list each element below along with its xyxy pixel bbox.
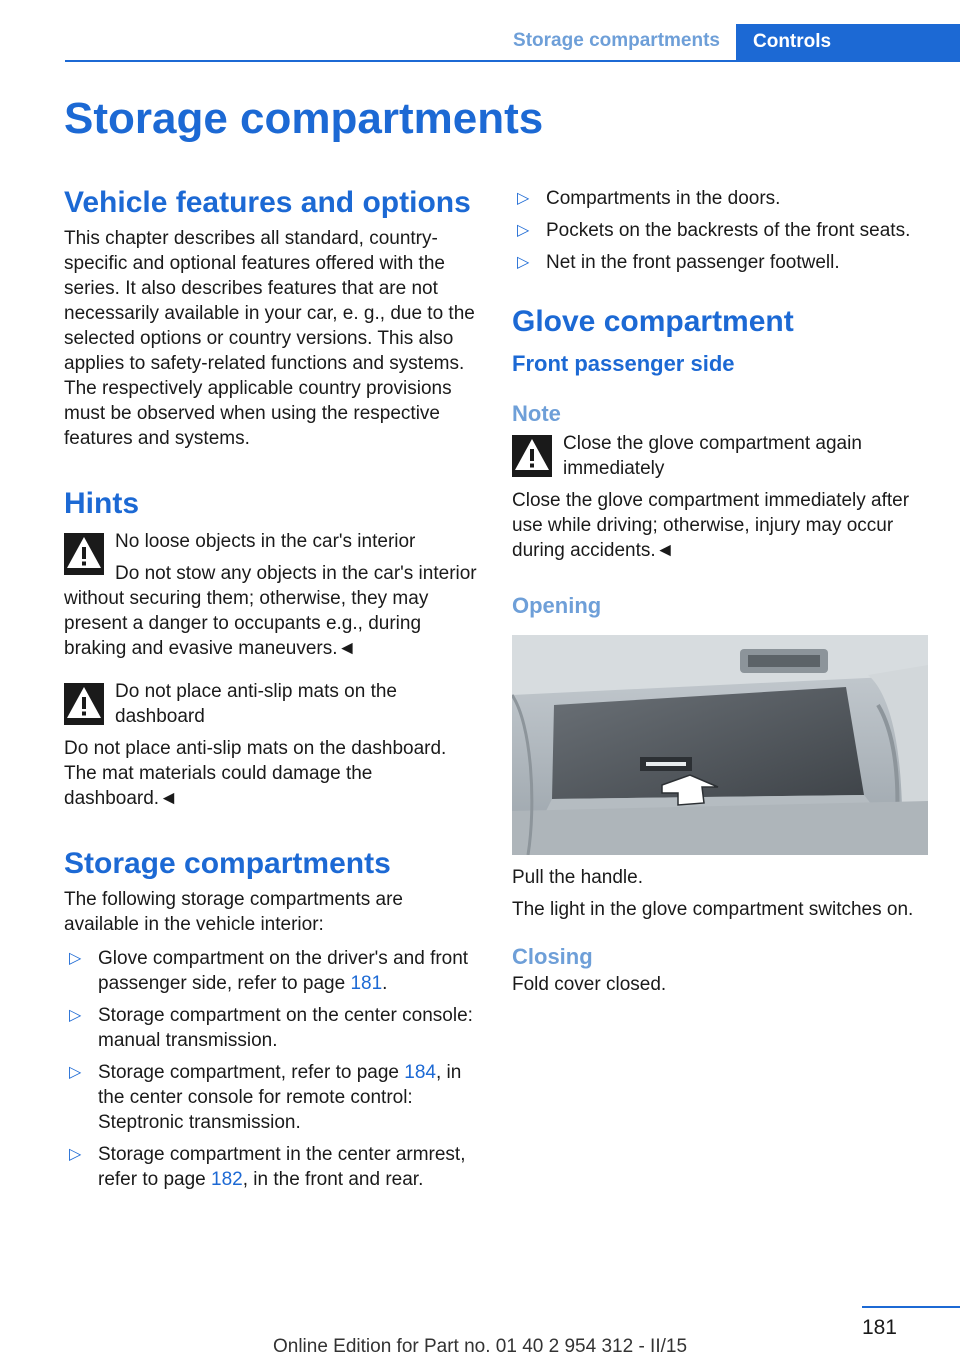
storage-list-continued bbox=[512, 186, 928, 275]
list-item: ▷ Storage compartment, refer to page 184, in the center console for remote control: Steptronic transmission. bbox=[69, 1062, 462, 1133]
left-column bbox=[64, 180, 482, 1199]
list-item: ▷ Storage compartment on the center console: manual transmission. bbox=[69, 1005, 473, 1051]
opening-text-pull: Pull the handle. bbox=[512, 867, 643, 888]
glove-compartment-photo bbox=[512, 635, 928, 855]
opening-heading: Opening bbox=[512, 593, 602, 618]
storage-intro-text: The following storage compartments are available in the vehicle interior: bbox=[64, 889, 403, 935]
glove-compartment-heading: Glove compartment bbox=[512, 305, 794, 338]
bullet-triangle-icon: ▷ bbox=[69, 1007, 82, 1024]
warning-loose-objects-title: No loose objects in the car's interior bbox=[115, 531, 416, 552]
vehicle-features-heading: Vehicle features and options bbox=[64, 186, 471, 219]
warning-anti-slip-title: Do not place anti-slip mats on the dashboard bbox=[115, 681, 397, 727]
warning-loose-objects bbox=[64, 529, 482, 554]
opening-text-light: The light in the glove compartment switches on. bbox=[512, 899, 914, 920]
hints-heading: Hints bbox=[64, 487, 139, 520]
warning-close-glove-body: Close the glove compartment immediately after use while driving; otherwise, injury may occur during accidents.◄ bbox=[512, 490, 910, 561]
closing-heading: Closing bbox=[512, 944, 593, 969]
vehicle-features-text: This chapter describes all standard, country-specific and optional features offered with the series. It also describes features that are not necessarily available in your car, e. g., due to the selected options or country versions. This also applies to safety-related functions and systems. The respectively applicable country provisions must be observed when using the respective features and systems. bbox=[64, 228, 475, 449]
bullet-triangle-icon: ▷ bbox=[517, 190, 530, 207]
right-column bbox=[512, 186, 928, 997]
warning-anti-slip-mats bbox=[64, 679, 482, 729]
list-item: ▷ Storage compartment in the center armrest, refer to page 182, in the front and rear. bbox=[69, 1144, 466, 1190]
closing-text: Fold cover closed. bbox=[512, 974, 667, 995]
list-item: ▷ Glove compartment on the driver's and front passenger side, refer to page 181. bbox=[69, 948, 469, 994]
front-passenger-side-heading: Front passenger side bbox=[512, 351, 735, 376]
note-heading: Note bbox=[512, 401, 561, 426]
storage-list bbox=[64, 946, 482, 1192]
list-item: ▷ Compartments in the doors. bbox=[517, 188, 781, 209]
header-section-title: Storage compartments bbox=[513, 30, 720, 51]
bullet-triangle-icon: ▷ bbox=[517, 222, 530, 239]
warning-triangle-icon bbox=[64, 533, 104, 575]
header-rule bbox=[65, 60, 960, 62]
bullet-triangle-icon: ▷ bbox=[69, 950, 82, 967]
page-reference-link[interactable]: 181 bbox=[350, 973, 383, 994]
footer-edition: Online Edition for Part no. 01 40 2 954 312 - II/15 bbox=[272, 1336, 688, 1357]
page-number: 181 bbox=[861, 1316, 897, 1339]
warning-triangle-icon bbox=[64, 683, 104, 725]
list-item: ▷ Net in the front passenger footwell. bbox=[517, 252, 840, 273]
page-reference-link[interactable]: 182 bbox=[211, 1169, 243, 1190]
footer-rule bbox=[862, 1306, 960, 1308]
list-item: ▷ Pockets on the backrests of the front seats. bbox=[517, 220, 911, 241]
bullet-triangle-icon: ▷ bbox=[517, 254, 530, 271]
warning-loose-objects-body: Do not stow any objects in the car's interior without securing them; otherwise, they may present a danger to occupants e.g., during braking and evasive maneuvers.◄ bbox=[64, 563, 477, 659]
storage-compartments-heading: Storage compartments bbox=[64, 847, 391, 880]
page-reference-link[interactable]: 184 bbox=[404, 1062, 436, 1083]
warning-triangle-icon bbox=[512, 435, 552, 477]
bullet-triangle-icon: ▷ bbox=[69, 1146, 82, 1163]
warning-close-glove-compartment bbox=[512, 431, 928, 481]
page-title: Storage compartments bbox=[64, 94, 544, 143]
warning-anti-slip-body: Do not place anti-slip mats on the dashboard. The mat materials could damage the dashboard.◄ bbox=[64, 738, 447, 809]
header-chapter-tab: Controls bbox=[736, 24, 960, 62]
bullet-triangle-icon: ▷ bbox=[69, 1064, 82, 1081]
warning-close-glove-title: Close the glove compartment again immediately bbox=[563, 433, 862, 479]
